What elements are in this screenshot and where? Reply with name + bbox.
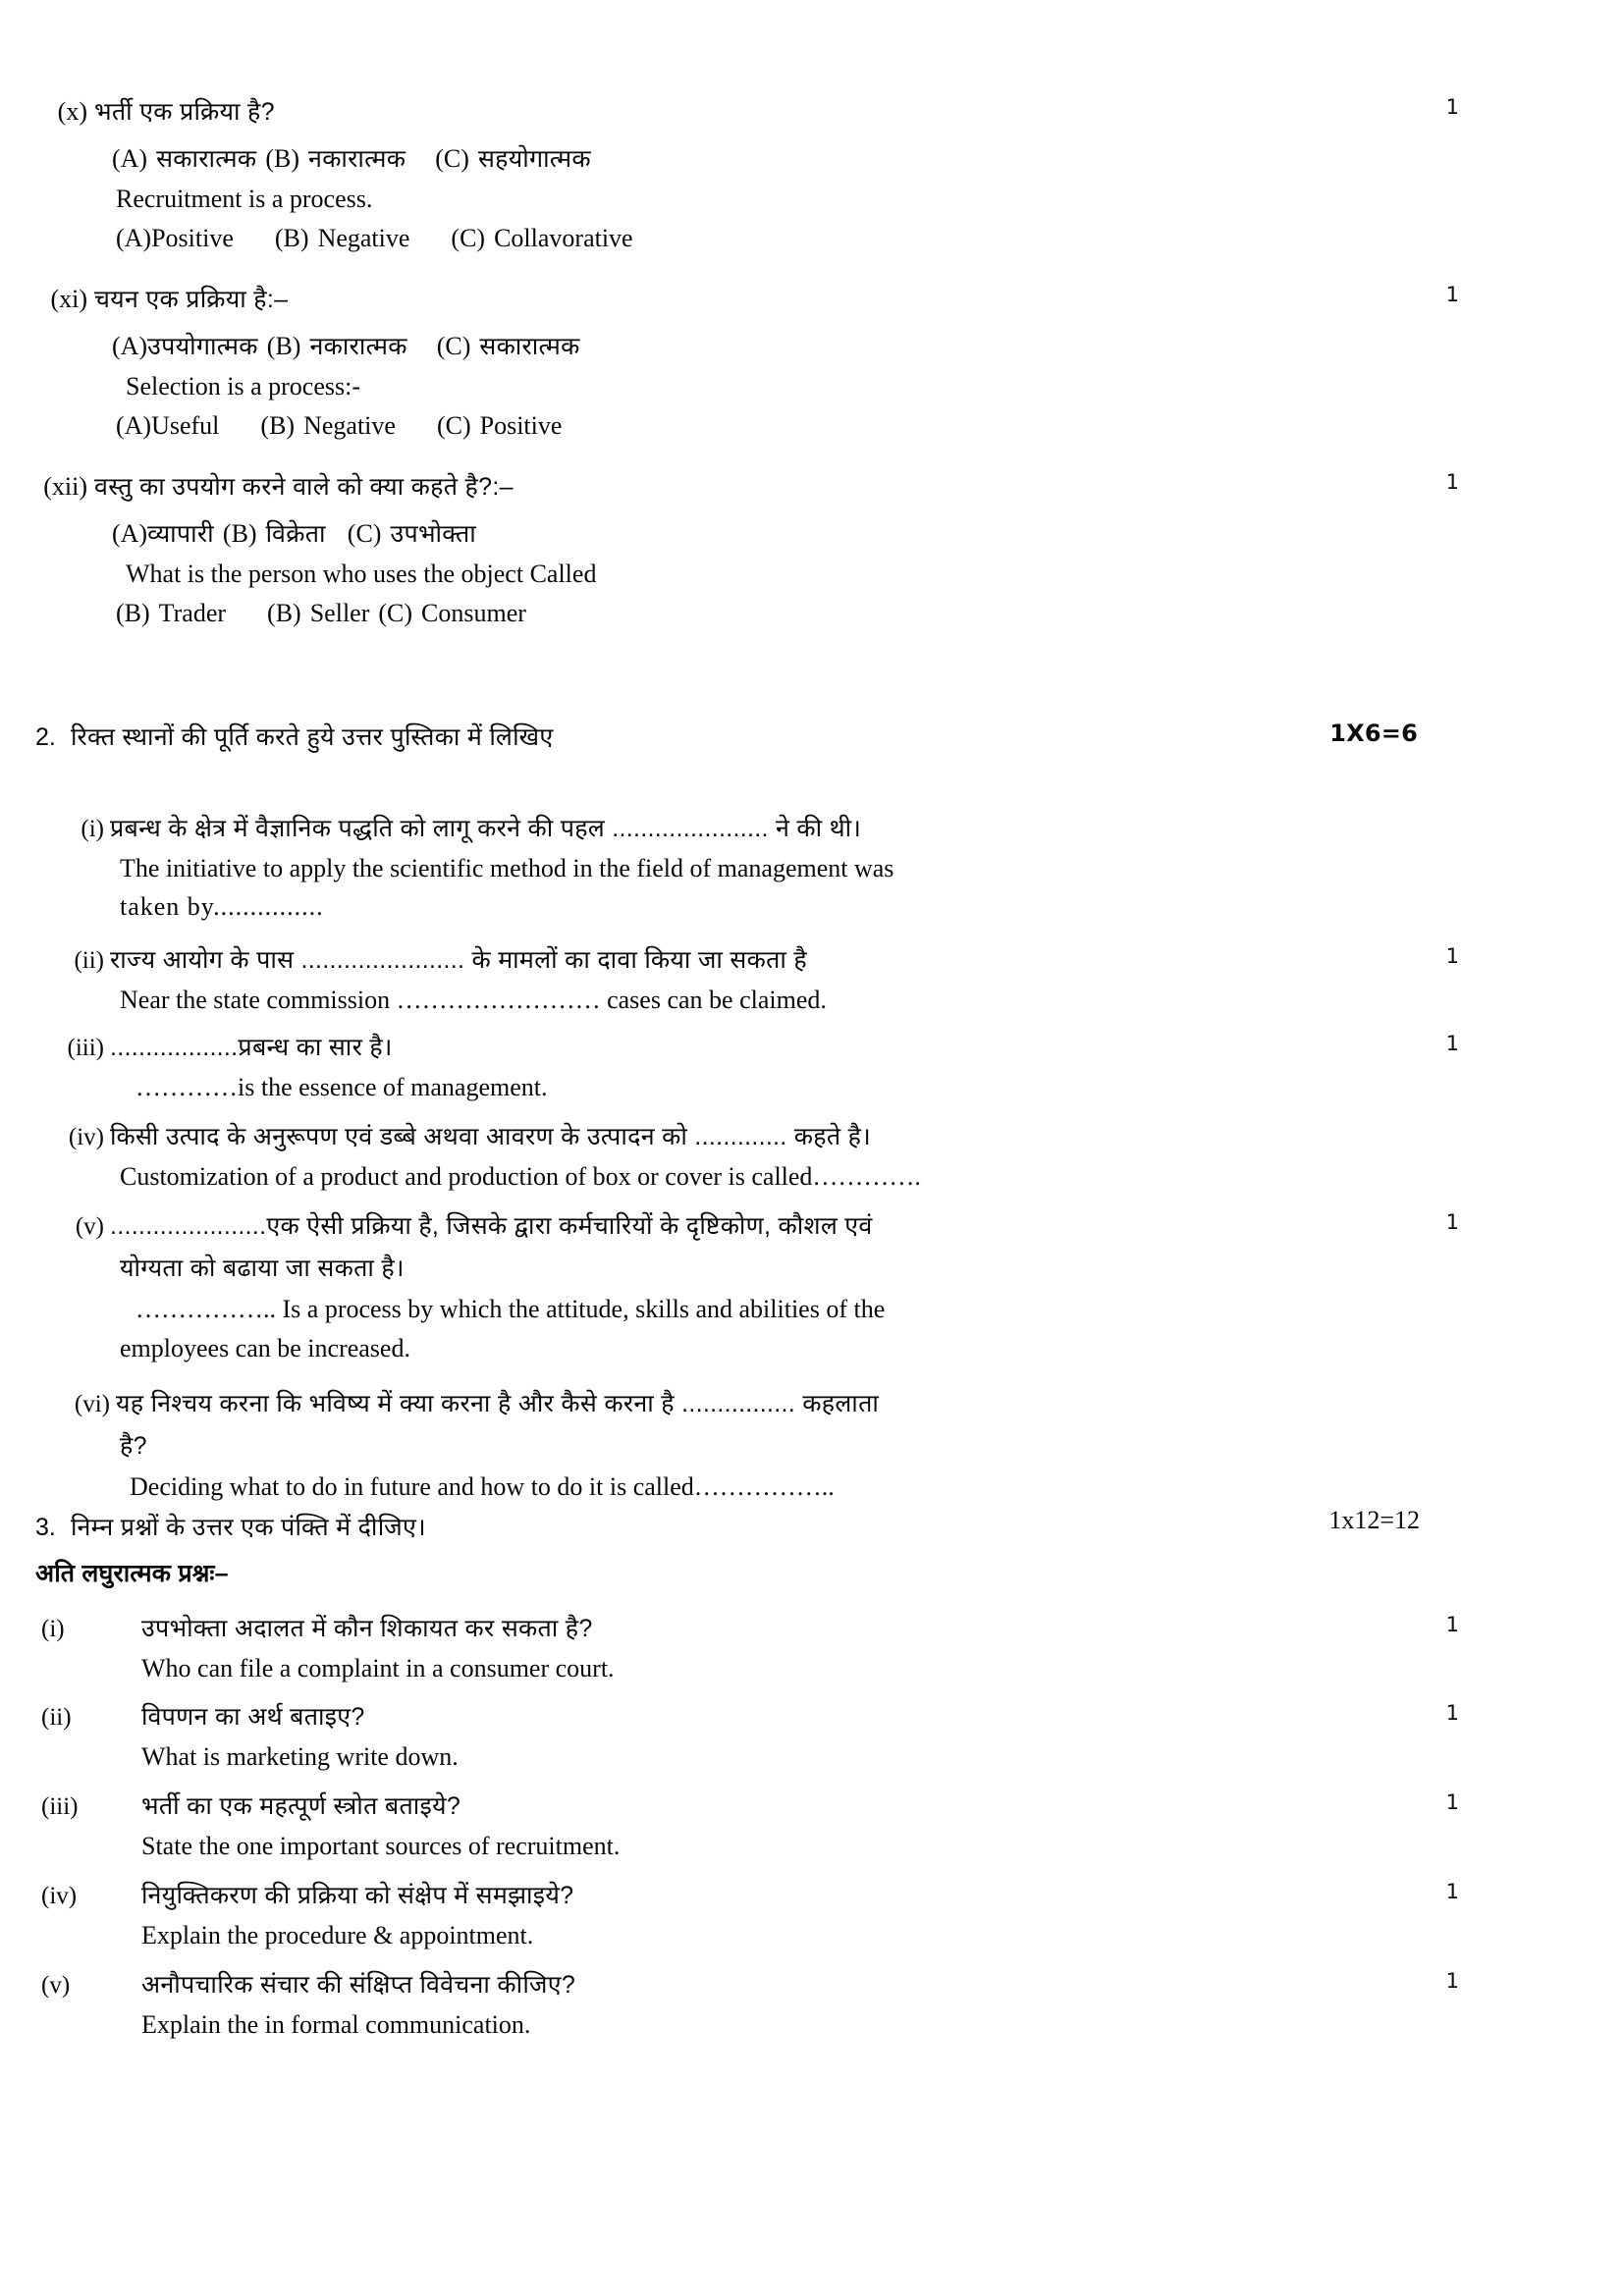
- option-text-c: उपभोक्ता: [390, 520, 477, 548]
- mcq-options-english-xii: [0, 599, 1624, 628]
- option-label-c: (C): [347, 519, 382, 548]
- fill-blank-item-vi: [0, 1386, 1624, 1502]
- mcq-stem-row: [0, 94, 1624, 128]
- option-label-b-en: (B): [260, 411, 296, 440]
- option-text-c: सकारात्मक: [479, 333, 580, 360]
- option-label-b-en: (B): [267, 599, 301, 627]
- mcq-options-hindi-xi: [0, 329, 1624, 362]
- short-answer-english-text-iii: State the one important sources of recruitment.: [141, 1832, 621, 1860]
- option-text-b-en: Seller: [309, 599, 370, 627]
- question-3-header: [0, 1506, 1624, 1543]
- fill-blank-english-text-vi: Deciding what to do in future and how to do it is called……………..: [130, 1472, 835, 1501]
- fill-blank-hindi-row: [0, 1386, 1624, 1419]
- mcq-options-english-x: [0, 224, 1624, 253]
- option-text-c-en: Collavorative: [494, 224, 633, 252]
- mcq-numeral-xi: (xi): [50, 285, 87, 313]
- short-answer-hindi-row: [0, 1789, 1624, 1822]
- fill-blank-hindi-v-2: योग्यता को बढाया जा सकता है।: [120, 1255, 405, 1282]
- mcq-stem-english-xi: [0, 372, 1624, 401]
- fill-blank-english-line2-i: [0, 892, 1624, 922]
- fill-blank-english-text-iv: Customization of a product and production of box or cover is called………….: [120, 1162, 921, 1191]
- short-answer-hindi-ii: विपणन का अर्थ बताइए?: [141, 1703, 365, 1731]
- short-answer-hindi-row: [0, 1611, 1624, 1644]
- mcq-numeral-x: (x): [57, 97, 87, 126]
- fill-blank-numeral-i: (i): [81, 816, 104, 842]
- short-answer-numeral-iii: (iii): [41, 1793, 79, 1820]
- short-answer-hindi-i: उपभोक्ता अदालत में कौन शिकायत कर सकता है?: [141, 1615, 593, 1642]
- fill-blank-english-iii: [0, 1073, 1624, 1102]
- short-answer-hindi-row: [0, 1878, 1624, 1911]
- option-label-a: (A): [112, 519, 148, 548]
- fill-blank-hindi-iv: किसी उत्पाद के अनुरूपण एवं डब्बे अथवा आवरण के उत्पादन को ............. कहते है।: [110, 1123, 872, 1150]
- short-answer-english-ii: [0, 1742, 1624, 1772]
- short-answer-item-ii: [0, 1699, 1624, 1772]
- option-label-c-en: (C): [378, 599, 413, 627]
- option-text-b-en: Negative: [317, 224, 410, 252]
- mcq-options-hindi-x: [0, 141, 1624, 175]
- mcq-stem-english-xii: [0, 560, 1624, 589]
- option-text-a-en: Trader: [158, 599, 227, 627]
- mcq-options-english-xi: [0, 411, 1624, 441]
- fill-blank-hindi-row: [0, 811, 1624, 844]
- short-answer-item-iv: [0, 1878, 1624, 1950]
- short-answer-hindi-iii: भर्ती का एक महत्पूर्ण स्त्रोत बताइये?: [141, 1792, 461, 1820]
- fill-blank-english-text-v-1: …………….. Is a process by which the attitude, skills and abilities of the: [135, 1295, 886, 1323]
- mcq-stem-row: [0, 282, 1624, 315]
- option-text-b: नकारात्मक: [309, 333, 407, 360]
- short-answer-english-text-i: Who can file a complaint in a consumer court.: [141, 1654, 615, 1682]
- fill-blank-english-v-1: [0, 1295, 1624, 1324]
- short-answer-english-iii: [0, 1832, 1624, 1861]
- option-text-a: उपयोगात्मक: [147, 333, 258, 360]
- mcq-stem-english-x: [0, 185, 1624, 214]
- question-3-number: 3.: [35, 1514, 56, 1541]
- option-label-a-en: (A): [116, 224, 152, 252]
- short-answer-item-v: [0, 1967, 1624, 2040]
- option-text-b: नकारात्मक: [308, 145, 406, 173]
- question-2-instruction: रिक्त स्थानों की पूर्ति करते हुये उत्तर पुस्तिका में लिखिए: [71, 723, 554, 751]
- fill-blank-numeral-vi: (vi): [74, 1391, 110, 1417]
- fill-blank-hindi-vi-2-text: है?: [120, 1432, 147, 1460]
- short-answer-marks-iv: 1: [1445, 1880, 1459, 1903]
- option-label-c-en: (C): [436, 411, 471, 440]
- fill-blank-english-text-ii: Near the state commission …………………… cases can be claimed.: [120, 986, 827, 1014]
- fill-blank-hindi-row: [0, 1119, 1624, 1152]
- short-answer-item-i: [0, 1611, 1624, 1683]
- fill-blank-hindi-row: [0, 1030, 1624, 1063]
- mcq-stem-hindi-xii: वस्तु का उपयोग करने वाले को क्या कहते है?:–: [94, 473, 514, 501]
- short-answer-english-v: [0, 2010, 1624, 2040]
- fill-blank-item-v: [0, 1208, 1624, 1363]
- fill-blank-numeral-v: (v): [75, 1213, 104, 1240]
- fill-blank-english-iv: [0, 1162, 1624, 1192]
- question-2-header: [0, 720, 1624, 753]
- option-text-a: व्यापारी: [147, 520, 214, 548]
- option-text-b: विक्रेता: [265, 520, 326, 548]
- marks-x: 1: [1445, 95, 1459, 119]
- short-answer-marks-v: 1: [1445, 1969, 1459, 1993]
- option-label-c-en: (C): [451, 224, 486, 252]
- fill-blank-english-vi: [0, 1472, 1624, 1502]
- fill-blank-english-ii: [0, 986, 1624, 1015]
- fill-blank-hindi-vi-1: यह निश्चय करना कि भविष्य में क्या करना है और कैसे करना है ................ कहलाता: [116, 1390, 880, 1417]
- fill-blank-hindi-i: प्रबन्ध के क्षेत्र में वैज्ञानिक पद्धति को लागू करने की पहल ...................... ने की थी।: [110, 815, 862, 842]
- fill-blank-numeral-ii: (ii): [74, 947, 104, 974]
- question-2-marks: 1X6=6: [1329, 720, 1418, 747]
- option-label-c: (C): [436, 332, 471, 360]
- fill-blank-english-v-2: [0, 1334, 1624, 1363]
- fill-blank-hindi-v-1: ......................एक ऐसी प्रक्रिया है, जिसके द्वारा कर्मचारियों के दृष्टिकोण, कौशल एवं: [110, 1212, 873, 1240]
- mcq-stem-row: [0, 469, 1624, 503]
- fill-blank-marks-ii: 1: [1445, 944, 1459, 968]
- option-label-b: (B): [266, 332, 301, 360]
- mcq-options-hindi-xii: [0, 516, 1624, 550]
- short-answer-marks-i: 1: [1445, 1613, 1459, 1636]
- short-answer-numeral-i: (i): [41, 1616, 65, 1642]
- option-text-a-en: Positive: [151, 224, 234, 252]
- option-label-b: (B): [222, 519, 257, 548]
- fill-blank-item-ii: [0, 942, 1624, 1015]
- option-label-a: (A): [112, 144, 148, 173]
- question-3-instruction: निम्न प्रश्नों के उत्तर एक पंक्ति में दीजिए।: [71, 1514, 426, 1541]
- question-3-subheading: अति लघुरात्मक प्रश्नः–: [35, 1560, 229, 1587]
- mcq-item-x: [0, 94, 1624, 253]
- option-text-c-en: Consumer: [421, 599, 526, 627]
- option-text-b-en: Negative: [303, 411, 396, 440]
- option-label-b-en: (B): [274, 224, 309, 252]
- option-text-c: सहयोगात्मक: [477, 145, 591, 173]
- short-answer-marks-ii: 1: [1445, 1701, 1459, 1725]
- short-answer-marks-iii: 1: [1445, 1790, 1459, 1814]
- fill-blank-item-iv: [0, 1119, 1624, 1192]
- mcq-numeral-xii: (xii): [43, 472, 87, 501]
- short-answer-english-i: [0, 1654, 1624, 1683]
- fill-blank-hindi-row: [0, 1208, 1624, 1242]
- fill-blank-numeral-iii: (iii): [67, 1035, 104, 1061]
- fill-blank-english-text-i-1: The initiative to apply the scientific method in the field of management was: [120, 854, 894, 882]
- short-answer-hindi-v: अनौपचारिक संचार की संक्षिप्त विवेचना कीजिए?: [141, 1971, 576, 1999]
- question-3-marks: 1x12=12: [1328, 1506, 1420, 1534]
- option-text-a: सकारात्मक: [156, 145, 257, 173]
- fill-blank-hindi-row: [0, 942, 1624, 976]
- question-2-number: 2.: [35, 723, 56, 751]
- fill-blank-marks-iii: 1: [1445, 1032, 1459, 1055]
- option-text-a-en: Useful: [151, 411, 220, 440]
- option-label-a-en: (A): [116, 411, 152, 440]
- short-answer-english-text-iv: Explain the procedure & appointment.: [141, 1921, 534, 1949]
- short-answer-numeral-ii: (ii): [41, 1704, 72, 1731]
- fill-blank-hindi-iii: ..................प्रबन्ध का सार है।: [110, 1034, 393, 1061]
- option-label-a-en: (B): [116, 599, 150, 627]
- fill-blank-english-line1-i: [0, 854, 1624, 883]
- fill-blank-hindi-vi-2: [0, 1428, 1624, 1462]
- fill-blank-item-i: [0, 811, 1624, 922]
- short-answer-numeral-iv: (iv): [41, 1883, 78, 1909]
- fill-blank-marks-v: 1: [1445, 1210, 1459, 1234]
- fill-blank-english-text-v-2: employees can be increased.: [120, 1334, 410, 1362]
- short-answer-hindi-row: [0, 1699, 1624, 1733]
- mcq-item-xii: [0, 469, 1624, 628]
- short-answer-item-iii: [0, 1789, 1624, 1861]
- marks-xii: 1: [1445, 470, 1459, 494]
- short-answer-numeral-v: (v): [41, 1972, 71, 1999]
- mcq-stem-english-text-x: Recruitment is a process.: [116, 185, 373, 213]
- short-answer-english-text-v: Explain the in formal communication.: [141, 2010, 531, 2039]
- mcq-item-xi: [0, 282, 1624, 441]
- fill-blank-english-text-iii: …………is the essence of management.: [135, 1073, 548, 1101]
- fill-blank-english-text-i-2: taken by...............: [120, 892, 324, 921]
- marks-xi: 1: [1445, 283, 1459, 306]
- mcq-stem-english-text-xii: What is the person who uses the object Called: [126, 560, 597, 588]
- short-answer-english-iv: [0, 1921, 1624, 1950]
- fill-blank-numeral-iv: (iv): [68, 1124, 104, 1150]
- fill-blank-hindi-ii: राज्य आयोग के पास ....................... के मामलों का दावा किया जा सकता है: [110, 946, 807, 974]
- option-label-c: (C): [435, 144, 469, 173]
- short-answer-hindi-row: [0, 1967, 1624, 2001]
- short-answer-hindi-iv: नियुक्तिकरण की प्रक्रिया को संक्षेप में समझाइये?: [141, 1882, 574, 1909]
- option-text-c-en: Positive: [479, 411, 563, 440]
- mcq-stem-hindi-xi: चयन एक प्रक्रिया है:–: [94, 286, 289, 313]
- fill-blank-item-iii: [0, 1030, 1624, 1102]
- option-label-a: (A): [112, 332, 148, 360]
- short-answer-english-text-ii: What is marketing write down.: [141, 1742, 459, 1771]
- mcq-stem-english-text-xi: Selection is a process:-: [126, 372, 360, 400]
- mcq-stem-hindi-x: भर्ती एक प्रक्रिया है?: [94, 98, 275, 126]
- option-label-b: (B): [265, 144, 300, 173]
